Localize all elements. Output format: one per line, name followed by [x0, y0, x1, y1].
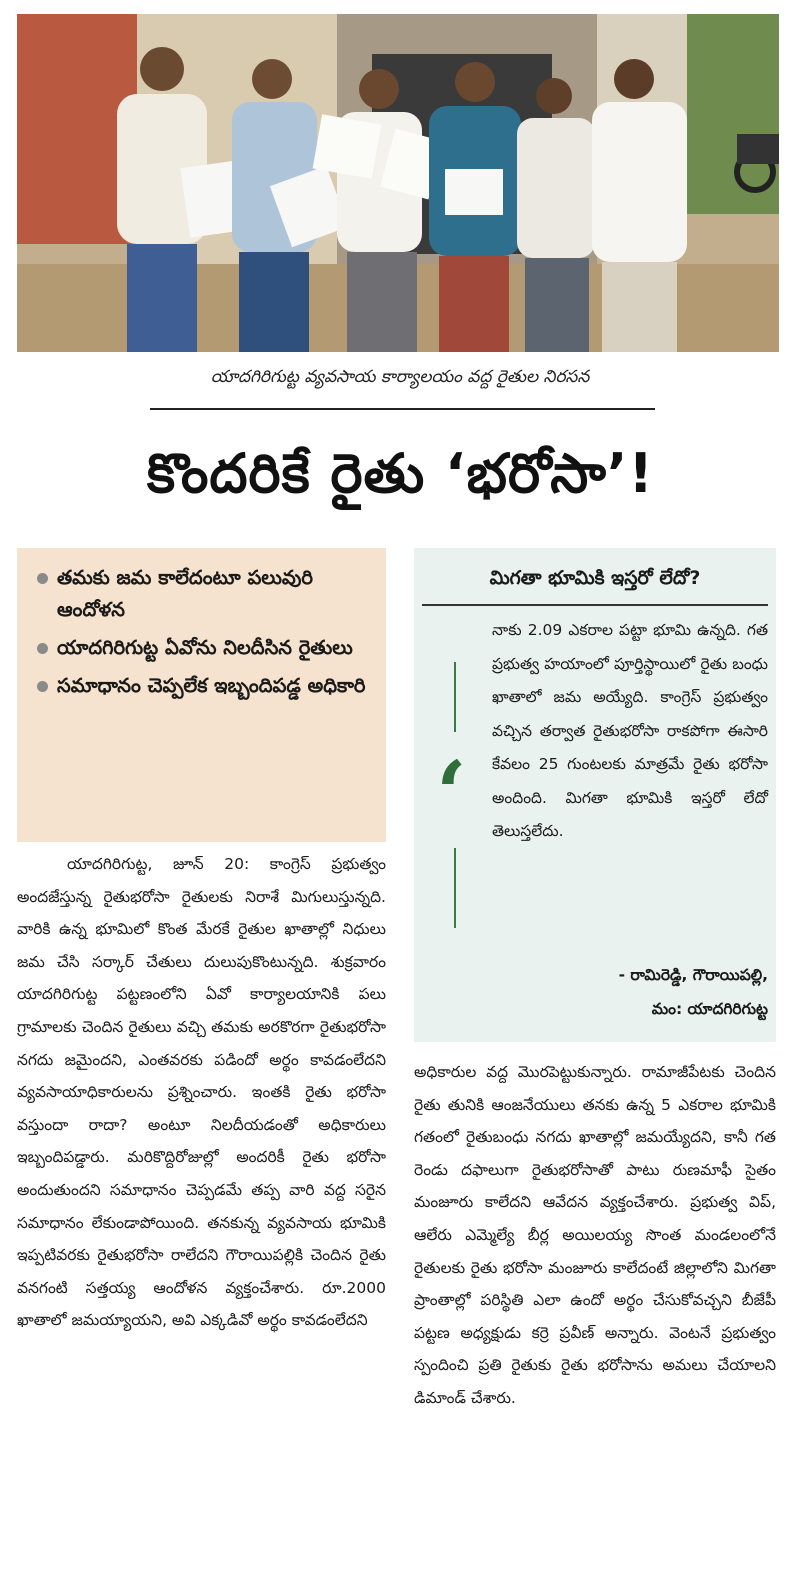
quote-mark-icon: ‘: [436, 741, 467, 845]
quote-box: [414, 548, 776, 1042]
photo-caption: యాదగిరిగుట్ట వ్యవసాయ కార్యాలయం వద్ద రైతుల నిరసన: [210, 367, 590, 387]
highlight-item: [37, 562, 376, 626]
highlights-box: [17, 548, 386, 842]
quote-attribution: [544, 958, 768, 1026]
quote-accent-line: [454, 662, 456, 732]
photo-illustration: [17, 14, 779, 352]
highlight-text: సమాధానం చెప్పలేక ఇబ్బందిపడ్డ అధికారి: [57, 674, 366, 697]
bullet-icon: [37, 643, 48, 654]
quote-attribution-place: మం: యాదగిరిగుట్ట: [651, 1000, 768, 1018]
article-text-left: యాదగిరిగుట్ట, జూన్ 20: కాంగ్రెస్ ప్రభుత్వం అందజేస్తున్న రైతుభరోసా రైతులకు నిరాశే మిగులుస్తున్నది. వారికి ఉన్న భూమిలో కొంత మేరకే రైతుల ఖాతాల్లో నిధులు జమ చేసి సర్కార్ చేతులు దులుపుకొంటున్నది. శుక్రవారం యాదగిరిగుట్ట పట్టణంలోని ఏవో కార్యాలయానికి పలు గ్రామాలకు చెందిన రైతులు వచ్చి తమకు అరకొరగా రైతుభరోసా నగదు జమైందని, ఎంతవరకు పడిందో అర్థం కావడంలేదని వ్యవసాయాధికారులను ప్రశ్నించారు. ఇంతకి రైతు భరోసా వస్తుందా రాదా? అంటూ నిలదీయడంతో అధికారులు ఇబ్బందిపడ్డారు. మరికొద్దిరోజుల్లో అందరికీ రైతు భరోసా అందుతుందని సమాధానం చెప్పడమే తప్ప వారి వద్ద సరైన సమాధానం లేకుండాపోయింది. తనకున్న వ్యవసాయ భూమికి ఇప్పటివరకు రైతుభరోసా రాలేదని గౌరాయిపల్లికి చెందిన రైతు వనగంటి సత్తయ్య ఆందోళన వ్యక్తంచేశారు. రూ.2000 ఖాతాలో జమయ్యాయని, అవి ఎక్కడివో అర్థం కావడంలేదని: [17, 855, 386, 1330]
bullet-icon: [37, 573, 48, 584]
quote-title: మిగతా భూమికి ఇస్తరో లేదో?: [489, 567, 701, 589]
quote-divider: [422, 604, 768, 606]
article-column-right: [414, 1056, 776, 1563]
highlight-text: యాదగిరిగుట్ట ఏవోను నిలదీసిన రైతులు: [57, 636, 353, 659]
highlight-item: [37, 632, 376, 664]
article-text-right: అధికారుల వద్ద మొరపెట్టుకున్నారు. రామాజీపేటకు చెందిన రైతు తునికి ఆంజనేయులు తనకు ఉన్న 5 ఎకరాల భూమికి గతంలో రైతుబంధు నగదు ఖాతాల్లో జమయ్యేదని, కానీ గత రెండు దఫాలుగా రైతుభరోసాతో పాటు రుణమాఫీ సైతం మంజూరు కాలేదని ఆవేదన వ్యక్తంచేశారు. ప్రభుత్వ విప్, ఆలేరు ఎమ్మెల్యే బీర్ల అయిలయ్య సొంత మండలంలోనే రైతులకు రైతు భరోసా మంజూరు కాలేదంటే జిల్లాలోని మిగతా ప్రాంతాల్లో పరిస్థితి ఎలా ఉందో అర్థం చేసుకోవచ్చని బీజేపీ పట్టణ అధ్యక్షుడు కర్రె ప్రవీణ్ అన్నారు. వెంటనే ప్రభుత్వం స్పందించి ప్రతి రైతుకు రైతు భరోసాను అమలు చేయాలని డిమాండ్ చేశారు.: [414, 1063, 776, 1407]
headline: కొందరికే రైతు ‘భరోసా’!: [146, 442, 655, 505]
quote-body: నాకు 2.09 ఎకరాల పట్టా భూమి ఉన్నది. గత ప్రభుత్వ హయాంలో పూర్తిస్థాయిలో రైతు బంధు ఖాతాలో జమ అయ్యేది. కాంగ్రెస్ ప్రభుత్వం వచ్చిన తర్వాత రైతుభరోసా రాకపోగా ఈసారి కేవలం 25 గుంటలకు మాత్రమే రైతు భరోసా అందింది. మిగతా భూమికి ఇస్తరో లేదో తెలుస్తలేదు.: [492, 621, 768, 840]
bullet-icon: [37, 681, 48, 692]
quote-attribution-name: - రామిరెడ్డి, గౌరాయిపల్లి,: [618, 966, 768, 984]
news-photo: [17, 14, 779, 352]
quote-accent-line: [454, 848, 456, 928]
highlight-item: [37, 670, 376, 702]
caption-divider: [150, 408, 655, 410]
highlight-text: తమకు జమ కాలేదంటూ పలువురి ఆందోళన: [57, 566, 313, 621]
article-column-left: [17, 848, 386, 1563]
